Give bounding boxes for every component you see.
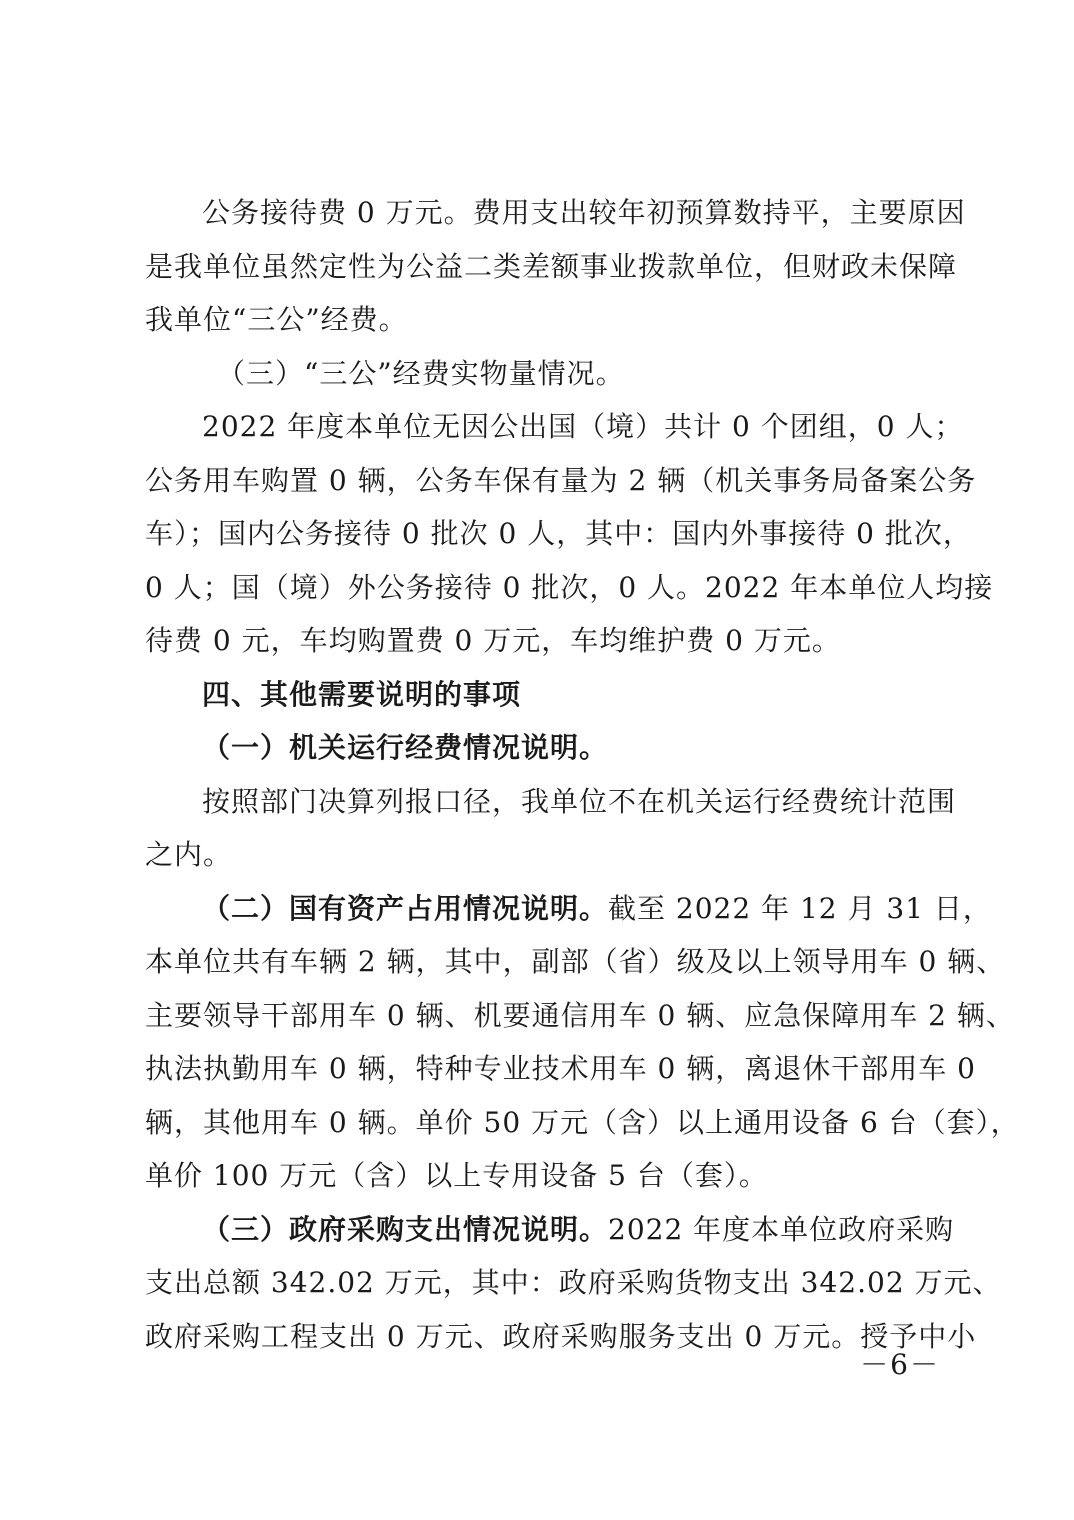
text-line xyxy=(145,1042,976,1096)
text-segment: 按照部门决算列报口径，我单位不在机关运行经费统计范围 xyxy=(202,784,957,818)
text-line xyxy=(145,775,957,829)
text-segment: 我单位“三公”经费。 xyxy=(145,303,408,336)
document-body xyxy=(145,186,1020,1363)
text-segment: 2022 年度本单位政府采购 xyxy=(608,1212,955,1246)
text-segment: 本单位共有车辆 2 辆，其中，副部（省）级及以上领导用车 0 辆、 xyxy=(145,945,1006,978)
bold-text-segment: （二）国有资产占用情况说明。 xyxy=(202,891,609,925)
text-segment: 公务接待费 0 万元。费用支出较年初预算数持平，主要原因 xyxy=(202,196,966,229)
text-line xyxy=(145,668,940,722)
text-line xyxy=(145,614,940,668)
text-line xyxy=(145,347,940,401)
text-segment: 待费 0 元，车均购置费 0 万元，车均维护费 0 万元。 xyxy=(145,624,841,657)
paragraph xyxy=(145,668,940,722)
text-line xyxy=(145,561,994,615)
text-line xyxy=(145,935,1006,989)
text-line xyxy=(145,1310,977,1364)
text-line xyxy=(145,1203,955,1257)
paragraph xyxy=(145,775,957,882)
paragraph xyxy=(145,186,966,347)
text-line xyxy=(145,1149,940,1203)
text-segment: 之内。 xyxy=(145,838,233,871)
text-segment: 公务用车购置 0 辆，公务车保有量为 2 辆（机关事务局备案公务 xyxy=(145,463,977,497)
text-segment: （三）“三公”经费实物量情况。 xyxy=(217,356,625,390)
paragraph xyxy=(145,1203,1002,1364)
text-segment: 辆，其他用车 0 辆。单价 50 万元（含）以上通用设备 6 台（套）， xyxy=(145,1105,1020,1139)
text-segment: 主要领导干部用车 0 辆、机要通信用车 0 辆、应急保障用车 2 辆、 xyxy=(145,998,1015,1032)
text-line xyxy=(145,186,966,240)
bold-text-segment: 四、其他需要说明的事项 xyxy=(202,677,522,711)
text-segment: 执法执勤用车 0 辆，特种专业技术用车 0 辆，离退休干部用车 0 xyxy=(145,1052,976,1085)
text-segment: 政府采购工程支出 0 万元、政府采购服务支出 0 万元。授予中小 xyxy=(145,1319,977,1353)
paragraph xyxy=(145,721,940,775)
text-segment: 0 人；国（境）外公务接待 0 批次，0 人。2022 年本单位人均接 xyxy=(145,570,994,604)
text-line xyxy=(145,507,972,561)
bold-text-segment: （一）机关运行经费情况说明。 xyxy=(202,731,609,764)
text-line xyxy=(145,454,977,508)
page-number: －6－ xyxy=(860,1348,940,1381)
text-line xyxy=(145,721,940,775)
bold-text-segment: （三）政府采购支出情况说明。 xyxy=(202,1212,609,1246)
text-line xyxy=(145,400,964,454)
text-line xyxy=(145,1096,1020,1150)
text-segment: 截至 2022 年 12 月 31 日， xyxy=(608,891,992,925)
paragraph xyxy=(145,400,994,668)
paragraph xyxy=(145,347,940,401)
text-line xyxy=(145,293,940,347)
text-line xyxy=(145,240,958,294)
text-segment: 支出总额 342.02 万元，其中：政府采购货物支出 342.02 万元、 xyxy=(145,1266,1002,1299)
text-line xyxy=(145,989,1015,1043)
text-segment: 是我单位虽然定性为公益二类差额事业拨款单位，但财政未保障 xyxy=(145,249,958,283)
text-line xyxy=(145,882,992,936)
text-segment: 2022 年度本单位无因公出国（境）共计 0 个团组，0 人； xyxy=(202,410,964,443)
paragraph xyxy=(145,882,1020,1203)
text-line xyxy=(145,1256,1002,1310)
text-segment: 单价 100 万元（含）以上专用设备 5 台（套）。 xyxy=(145,1159,768,1192)
text-segment: 车）；国内公务接待 0 批次 0 人，其中：国内外事接待 0 批次， xyxy=(145,517,972,550)
text-line xyxy=(145,828,940,882)
